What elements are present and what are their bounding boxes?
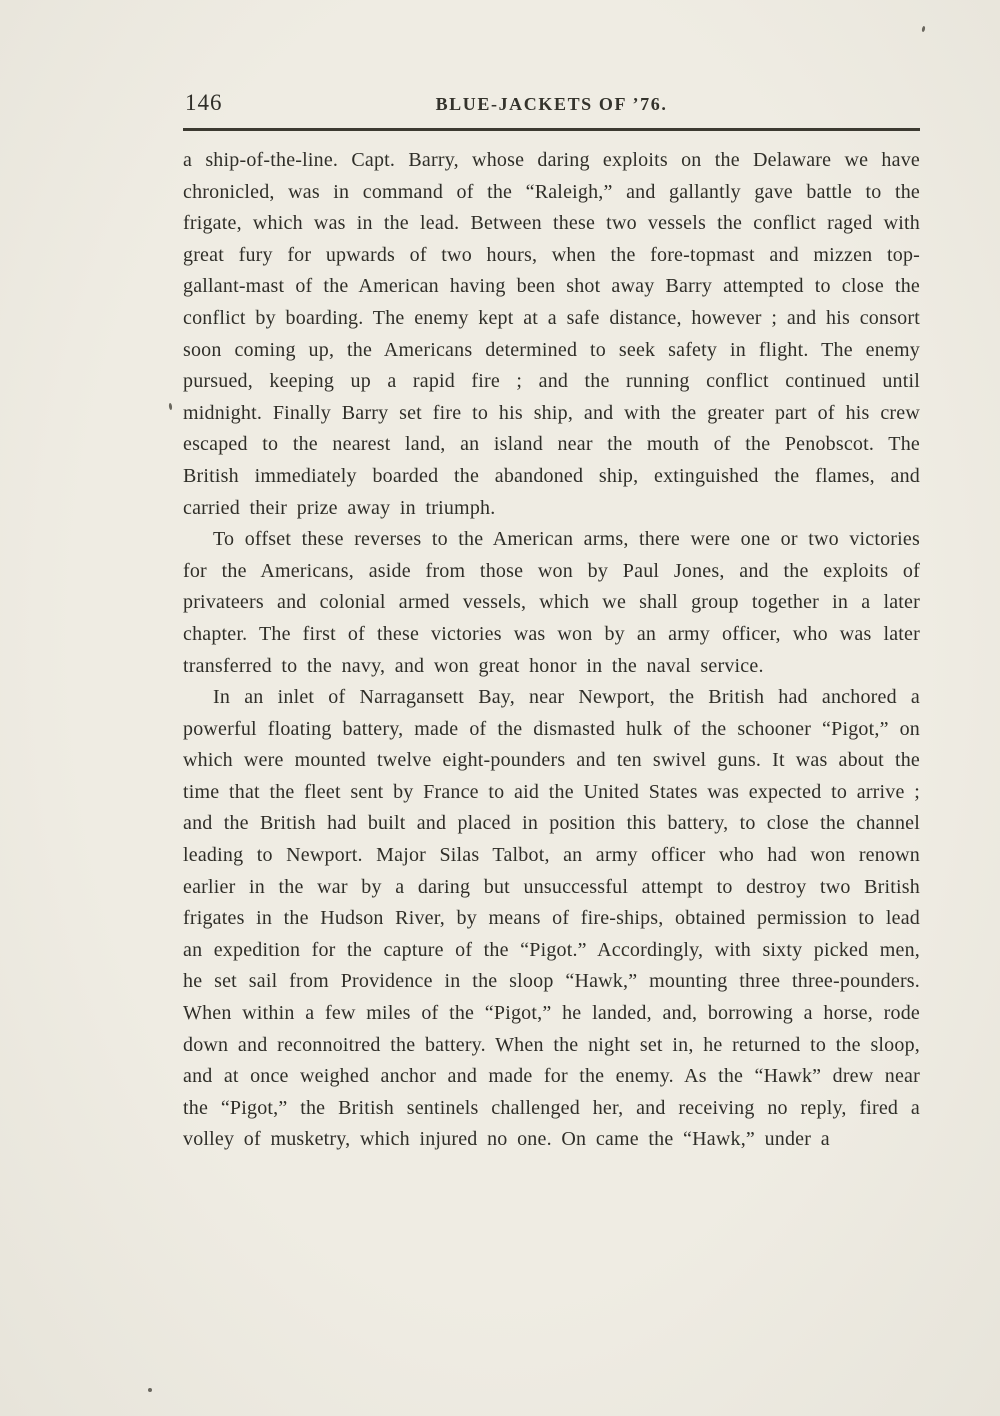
page-header <box>183 88 920 124</box>
scan-artifact <box>921 26 925 32</box>
scan-artifact <box>148 1388 152 1392</box>
header-rule <box>183 128 920 131</box>
text-block <box>183 88 920 1156</box>
body-paragraph: a ship-of-the-line. Capt. Barry, whose daring exploits on the Delaware we have chronicled, was in command of the “Raleigh,” and gallantly gave battle to the frigate, which was in the lead. Between these two vessels the conflict raged with great fury for upwards of two hours, when the fore-topmast and mizzen top-gallant-mast of the American having been shot away Barry attempted to close the conflict by boarding. The enemy kept at a safe distance, however ; and his consort soon coming up, the Americans determined to seek safety in flight. The enemy pursued, keeping up a rapid fire ; and the running conflict continued until midnight. Finally Barry set fire to his ship, and with the greater part of his crew escaped to the nearest land, an island near the mouth of the Penobscot. The British immediately boarded the abandoned ship, extinguished the flames, and carried their prize away in triumph. <box>183 149 920 519</box>
running-title: BLUE-JACKETS OF ’76. <box>435 94 668 114</box>
scan-artifact <box>169 403 173 410</box>
body-paragraph: To offset these reverses to the American arms, there were one or two victories for the Americans, aside from those won by Paul Jones, and the exploits of privateers and colonial armed vessels, which we shall group together in a later chapter. The first of these victories was won by an army officer, who was later transferred to the navy, and won great honor in the naval service. <box>183 528 920 677</box>
page-number: 146 <box>185 90 223 115</box>
page-body <box>183 145 920 1156</box>
body-paragraph: In an inlet of Narragansett Bay, near Newport, the British had anchored a powerful floating battery, made of the dismasted hulk of the schooner “Pigot,” on which were mounted twelve eight-pounders and ten swivel guns. It was about the time that the fleet sent by France to aid the United States was expected to arrive ; and the British had built and placed in position this battery, to close the channel leading to Newport. Major Silas Talbot, an army officer who had won renown earlier in the war by a daring but unsuccessful attempt to destroy two British frigates in the Hudson River, by means of fire-ships, obtained permission to lead an expedition for the capture of the “Pigot.” Accordingly, with sixty picked men, he set sail from Providence in the sloop “Hawk,” mounting three three-pounders. When within a few miles of the “Pigot,” he landed, and, borrowing a horse, rode down and reconnoitred the battery. When the night set in, he returned to the sloop, and at once weighed anchor and made for the enemy. As the “Hawk” drew near the “Pigot,” the British sentinels challenged her, and receiving no reply, fired a volley of musketry, which injured no one. On came the “Hawk,” under a <box>183 686 920 1151</box>
